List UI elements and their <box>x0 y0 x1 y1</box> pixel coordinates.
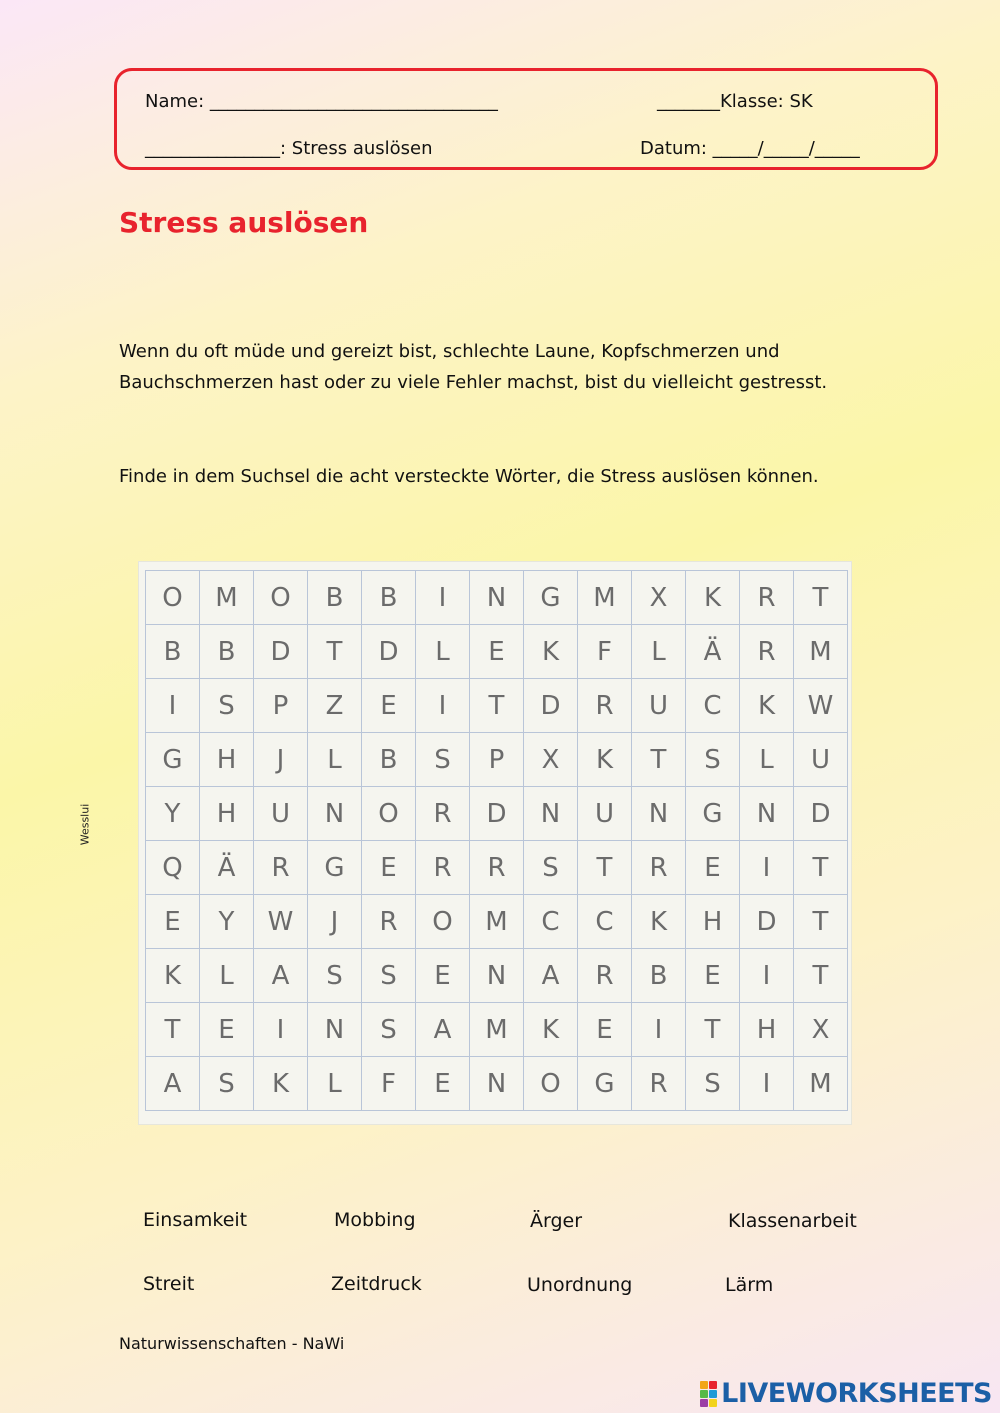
grid-row <box>146 733 848 787</box>
word-list-item: Lärm <box>725 1274 774 1296</box>
intro-text <box>119 336 919 398</box>
grid-cell[interactable]: R <box>362 895 416 949</box>
logo-icon <box>700 1381 717 1407</box>
grid-cell[interactable]: U <box>254 787 308 841</box>
grid-row <box>146 571 848 625</box>
word-list-item: Mobbing <box>334 1209 416 1231</box>
grid-cell[interactable]: U <box>794 733 848 787</box>
grid-cell[interactable]: T <box>578 841 632 895</box>
grid-cell[interactable]: G <box>524 571 578 625</box>
word-list-item: Einsamkeit <box>143 1209 248 1231</box>
grid-cell[interactable]: G <box>686 787 740 841</box>
grid-cell[interactable]: N <box>524 787 578 841</box>
grid-cell[interactable]: L <box>416 625 470 679</box>
word-list-item: Unordnung <box>527 1274 633 1296</box>
grid-cell[interactable]: K <box>146 949 200 1003</box>
grid-cell[interactable]: D <box>524 679 578 733</box>
grid-cell[interactable]: A <box>524 949 578 1003</box>
grid-cell[interactable]: X <box>632 571 686 625</box>
grid-cell[interactable]: G <box>578 1057 632 1111</box>
grid-cell[interactable]: M <box>470 1003 524 1057</box>
grid-cell[interactable]: J <box>308 895 362 949</box>
grid-cell[interactable]: B <box>146 625 200 679</box>
grid-cell[interactable]: T <box>794 949 848 1003</box>
grid-cell[interactable]: E <box>470 625 524 679</box>
student-info-box <box>114 68 938 170</box>
grid-cell[interactable]: S <box>308 949 362 1003</box>
grid-cell[interactable]: O <box>416 895 470 949</box>
grid-cell[interactable]: A <box>416 1003 470 1057</box>
grid-row <box>146 949 848 1003</box>
grid-cell[interactable]: B <box>200 625 254 679</box>
grid-cell[interactable]: S <box>200 1057 254 1111</box>
grid-cell[interactable]: F <box>578 625 632 679</box>
grid-cell[interactable]: D <box>794 787 848 841</box>
grid-cell[interactable]: D <box>470 787 524 841</box>
intro-line-2: Bauchschmerzen hast oder zu viele Fehler machst, bist du vielleicht gestresst. <box>119 372 828 393</box>
grid-cell[interactable]: H <box>740 1003 794 1057</box>
grid-cell[interactable]: K <box>632 895 686 949</box>
grid-cell[interactable]: E <box>416 949 470 1003</box>
grid-cell[interactable]: F <box>362 1057 416 1111</box>
grid-cell[interactable]: I <box>632 1003 686 1057</box>
grid-cell[interactable]: N <box>470 571 524 625</box>
grid-cell[interactable]: L <box>632 625 686 679</box>
word-list-item: Streit <box>143 1273 195 1295</box>
grid-cell[interactable]: Q <box>146 841 200 895</box>
grid-cell[interactable]: U <box>632 679 686 733</box>
grid-cell[interactable]: L <box>308 733 362 787</box>
grid-cell[interactable]: D <box>740 895 794 949</box>
subject-footer: Naturwissenschaften - NaWi <box>119 1334 345 1353</box>
grid-cell[interactable]: A <box>146 1057 200 1111</box>
grid-cell[interactable]: I <box>740 841 794 895</box>
grid-cell[interactable]: X <box>524 733 578 787</box>
class-field[interactable]: _______Klasse: SK <box>657 91 813 112</box>
grid-cell[interactable]: S <box>362 1003 416 1057</box>
grid-cell[interactable]: R <box>416 841 470 895</box>
topic-field[interactable]: _______________: Stress auslösen <box>145 138 433 159</box>
grid-cell[interactable]: R <box>632 1057 686 1111</box>
grid-cell[interactable]: O <box>146 571 200 625</box>
grid-cell[interactable]: E <box>416 1057 470 1111</box>
grid-cell[interactable]: R <box>632 841 686 895</box>
grid-cell[interactable]: T <box>686 1003 740 1057</box>
liveworksheets-logo <box>700 1378 992 1409</box>
grid-cell[interactable]: E <box>362 841 416 895</box>
grid-cell[interactable]: W <box>254 895 308 949</box>
grid-cell[interactable]: X <box>794 1003 848 1057</box>
grid-cell[interactable]: M <box>470 895 524 949</box>
grid-cell[interactable]: E <box>578 1003 632 1057</box>
grid-cell[interactable]: N <box>740 787 794 841</box>
grid-cell[interactable]: Z <box>308 679 362 733</box>
intro-line-1: Wenn du oft müde und gereizt bist, schlechte Laune, Kopfschmerzen und <box>119 341 780 362</box>
grid-cell[interactable]: B <box>362 733 416 787</box>
grid-cell[interactable]: S <box>416 733 470 787</box>
grid-cell[interactable]: M <box>794 625 848 679</box>
grid-cell[interactable]: R <box>578 949 632 1003</box>
grid-cell[interactable]: I <box>416 679 470 733</box>
word-search-puzzle <box>139 562 851 1124</box>
grid-cell[interactable]: H <box>200 733 254 787</box>
grid-cell[interactable]: S <box>200 679 254 733</box>
grid-cell[interactable]: K <box>524 625 578 679</box>
grid-cell[interactable]: H <box>686 895 740 949</box>
date-field[interactable]: Datum: _____/_____/_____ <box>640 138 860 159</box>
grid-row <box>146 1057 848 1111</box>
grid-cell[interactable]: C <box>686 679 740 733</box>
page-title: Stress auslösen <box>119 206 369 239</box>
grid-cell[interactable]: T <box>146 1003 200 1057</box>
name-field[interactable]: Name: ________________________________ <box>145 91 498 112</box>
grid-cell[interactable]: I <box>254 1003 308 1057</box>
grid-cell[interactable]: I <box>740 949 794 1003</box>
grid-cell[interactable]: T <box>794 841 848 895</box>
grid-cell[interactable]: R <box>740 571 794 625</box>
grid-cell[interactable]: A <box>254 949 308 1003</box>
grid-cell[interactable]: C <box>524 895 578 949</box>
grid-cell[interactable]: T <box>308 625 362 679</box>
grid-cell[interactable]: R <box>416 787 470 841</box>
grid-cell[interactable]: I <box>146 679 200 733</box>
grid-row <box>146 1003 848 1057</box>
grid-cell[interactable]: S <box>524 841 578 895</box>
grid-cell[interactable]: O <box>524 1057 578 1111</box>
grid-cell[interactable]: P <box>470 733 524 787</box>
grid-cell[interactable]: K <box>740 679 794 733</box>
grid-cell[interactable]: Ä <box>686 625 740 679</box>
grid-cell[interactable]: N <box>308 787 362 841</box>
grid-cell[interactable]: K <box>578 733 632 787</box>
grid-cell[interactable]: M <box>794 1057 848 1111</box>
grid-cell[interactable]: N <box>470 1057 524 1111</box>
grid-cell[interactable]: R <box>254 841 308 895</box>
grid-cell[interactable]: J <box>254 733 308 787</box>
grid-cell[interactable]: T <box>794 895 848 949</box>
grid-cell[interactable]: W <box>794 679 848 733</box>
grid-cell[interactable]: I <box>416 571 470 625</box>
grid-cell[interactable]: Y <box>200 895 254 949</box>
grid-cell[interactable]: R <box>578 679 632 733</box>
grid-cell[interactable]: I <box>740 1057 794 1111</box>
word-list-item: Zeitdruck <box>331 1273 422 1295</box>
grid-cell[interactable]: E <box>686 841 740 895</box>
grid-cell[interactable]: E <box>686 949 740 1003</box>
grid-cell[interactable]: N <box>632 787 686 841</box>
grid-cell[interactable]: G <box>146 733 200 787</box>
grid-cell[interactable]: E <box>146 895 200 949</box>
grid-row <box>146 679 848 733</box>
grid-cell[interactable]: R <box>470 841 524 895</box>
grid-cell[interactable]: T <box>632 733 686 787</box>
task-instruction: Finde in dem Suchsel die acht versteckte Wörter, die Stress auslösen können. <box>119 466 819 487</box>
grid-cell[interactable]: O <box>254 571 308 625</box>
grid-cell[interactable]: N <box>470 949 524 1003</box>
grid-cell[interactable]: M <box>200 571 254 625</box>
grid-cell[interactable]: N <box>308 1003 362 1057</box>
grid-cell[interactable]: L <box>308 1057 362 1111</box>
word-list-item: Klassenarbeit <box>728 1210 857 1232</box>
grid-cell[interactable]: H <box>200 787 254 841</box>
grid-cell[interactable]: B <box>308 571 362 625</box>
grid-cell[interactable]: M <box>578 571 632 625</box>
grid-row <box>146 787 848 841</box>
author-label: Wesslui <box>78 803 92 846</box>
grid-cell[interactable]: K <box>254 1057 308 1111</box>
grid-cell[interactable]: Ä <box>200 841 254 895</box>
grid-row <box>146 841 848 895</box>
grid-cell[interactable]: Y <box>146 787 200 841</box>
grid-row <box>146 895 848 949</box>
grid-cell[interactable]: S <box>686 733 740 787</box>
grid-cell[interactable]: B <box>362 571 416 625</box>
grid-cell[interactable]: L <box>200 949 254 1003</box>
grid-cell[interactable]: S <box>362 949 416 1003</box>
grid-cell[interactable]: T <box>470 679 524 733</box>
logo-text: LIVEWORKSHEETS <box>721 1378 992 1409</box>
grid-cell[interactable]: G <box>308 841 362 895</box>
grid-cell[interactable]: E <box>200 1003 254 1057</box>
grid-cell[interactable]: U <box>578 787 632 841</box>
word-search-grid <box>145 570 848 1111</box>
grid-row <box>146 625 848 679</box>
grid-cell[interactable]: R <box>740 625 794 679</box>
grid-cell[interactable]: C <box>578 895 632 949</box>
word-list-item: Ärger <box>530 1210 583 1232</box>
grid-cell[interactable]: T <box>794 571 848 625</box>
grid-cell[interactable]: K <box>524 1003 578 1057</box>
grid-cell[interactable]: O <box>362 787 416 841</box>
grid-cell[interactable]: P <box>254 679 308 733</box>
grid-cell[interactable]: B <box>632 949 686 1003</box>
grid-cell[interactable]: S <box>686 1057 740 1111</box>
grid-cell[interactable]: L <box>740 733 794 787</box>
grid-cell[interactable]: D <box>254 625 308 679</box>
grid-cell[interactable]: D <box>362 625 416 679</box>
grid-cell[interactable]: K <box>686 571 740 625</box>
grid-cell[interactable]: E <box>362 679 416 733</box>
